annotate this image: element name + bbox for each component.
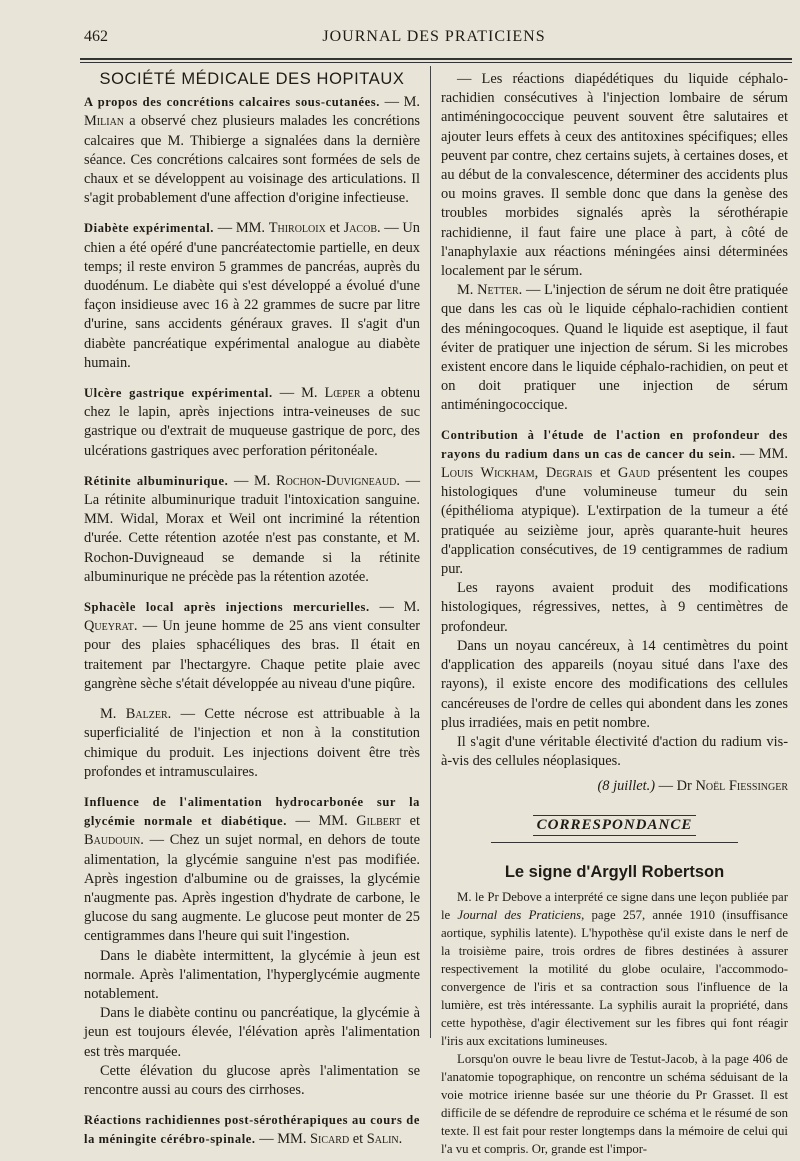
header-rule-thin [80,62,792,63]
entry-text: . — Cette nécrose est attribuable à la superficialité de l'injection et non à la constitution chimique du produit. Les injections doivent être très profondes et intramusculaires. [84,706,420,780]
entry-text: . — Chez un sujet normal, en dehors de toute alimentation, la glycémie sanguine n'est pas modifiée. Après ingestion d'albumine ou de graisses, la glycémie n'augmente pas. Après ingestion d'hydrate de carbone, le glucose du sang augmente. Le glucose peut monter de 25 centigrammes dans l'heure qui suit l'ingestion. [84,832,420,945]
entry-text: . — Un jeune homme de 25 ans vient consulter pour des plaies sphacéliques des bras. Il était en traitement par l'hectargyre. Chaque petite plaie avec gangrène sèche s'était développée au niveau d'une piqûre. [84,618,420,692]
sicard-continuation: — Les réactions diapédétiques du liquide céphalo-rachidien consécutives à l'injection lombaire de sérum antiméningococcique peuvent souvent être salutaires et ajouter leurs effets à ceux des antitoxines spécifiques; elles peuvent par contre, chez certains sujets, à certaines doses, et au début de la convalescence, déterminer des accidents plus ou moins graves. Il semble donc que dans la genèse des troubles morbides signalés après la sérothérapie rachidienne, il faut faire une place à part, à côté de l'anaphylaxie aux réactions méningées ainsi déterminées localement par le sérum. [441,71,788,280]
entry-lead: Diabète expérimental. [84,221,215,236]
article-title: Le signe d'Argyll Robertson [504,862,725,881]
entry-paragraph [84,793,420,947]
entry-paragraph: Dans le diabète intermittent, la glycémie à jeun est normale. Après l'alimentation, l'hyperglycémie augmente notablement. [84,947,420,1002]
society-entry [84,219,420,373]
society-entry [84,793,420,1100]
article-paragraph-1 [441,888,788,1050]
correspondance-title: CORRESPONDANCE [533,815,697,836]
entry-author: Salin [366,1131,399,1148]
radium-para: Les rayons avaient produit des modifications histologiques, régressives, nettes, à 9 centimètres de profondeur. [441,580,788,635]
journal-reference: Journal des Praticiens [457,907,582,922]
society-entry [84,1111,420,1149]
entry-lead: Ulcère gastrique expérimental. [84,386,273,401]
article-paragraph-2: Lorsqu'on ouvre le beau livre de Testut-Jacob, à la page 406 de l'anatomie topographique, on rencontre un schéma séduisant de la voie motrice irienne basée sur une théorie du Pr Grasset. Il est difficile de se défendre de reproduire ce schéma et le résumé de son texte. Il est fait pour rester longtemps dans la mémoire de celui qui l'a vu et compris. Or, grande est l'impor- [441,1051,788,1156]
radium-lead: Contribution à l'étude de l'action en profondeur des rayons du radium dans un cas de cancer du sein. [441,427,788,461]
society-entry [84,93,420,208]
radium-para: Dans un noyau cancéreux, à 14 centimètres du point d'application des appareils (noyau situé dans l'axe des rayons), il existe encore des modifications des cellules cancéreuses de l'ordre de celles qui abondent dans les zones plus irradiées, mais en petit nombre. [441,637,788,731]
column-divider [430,66,431,1038]
entry-text: . — Un chien a été opéré d'une pancréatectomie partielle, en deux temps; il reste environ 5 grammes de pancréas, auprès du duodénum. Le diabète qui s'est développé a évolué d'une façon insidieuse avec 16 à 22 grammes de sucre par litre d'urine, sans accidents généraux graves. Il s'agit d'un diabète pancréatique expérimental analogue au diabète humain. [84,220,420,371]
entry-mid: et [401,813,421,830]
entry-author: Rochon-Duvigneaud [276,472,397,489]
entry-paragraph [84,1111,420,1149]
entry-paragraph [84,219,420,373]
radium-authors: Louis Wickham, Degrais [441,465,593,482]
right-column [441,70,788,1158]
radium-dash: — MM. [735,445,788,462]
journal-title: JOURNAL DES PRATICIENS [322,28,546,45]
correspondance-rule [491,842,738,843]
entry-author: Lœper [324,385,361,402]
signature-date: (8 juillet.) [597,778,656,795]
article-text: , page 257, année 1910 (insuffisance aortique, syphilis latente). L'hypothèse qu'il existe dans le nerf de la troisième paire, trois ordres de fibres destinées à assurer respectivement la motilité du globe oculaire, l'accommodo-convergence de l'iris et sa contraction sous l'influence de la lumière, est très intéressante. La syphilis aurait la propriété, dans cette hypothèse, d'agir électivement sur les fibres qui font réagir l'iris aux excitations lumineuses. [441,907,788,1048]
radium-first-paragraph [441,426,788,580]
section-title: SOCIÉTÉ MÉDICALE DES HOPITAUX [99,70,405,88]
correspondance-heading [441,815,788,836]
entry-author: Jacob [343,220,377,237]
entry-dash: — MM. [255,1131,311,1148]
entry-dash: — M. [379,94,420,111]
entry-author: Milian [84,113,125,130]
society-entry [84,384,420,461]
signature-name: Noël Fiessinger [695,778,788,795]
entry-paragraph [84,705,420,782]
entry-paragraph [84,384,420,461]
entry-author: Balzer [125,706,168,723]
entry-paragraph [84,598,420,694]
entry-lead: A propos des concrétions calcaires sous-cutanées. [84,95,380,110]
header-rule [80,58,792,60]
entry-author: Queyrat [84,618,134,635]
entry-lead: Influence de l'alimentation hydrocarbonée sur la glycémie normale et diabétique. [84,794,420,829]
article-text: M. le Pr Debove a interprété ce signe dans une leçon publiée par le [441,889,788,922]
page-number: 462 [84,28,108,45]
society-entry [84,598,420,694]
signature [441,777,788,796]
signature-sep: — Dr [655,778,696,795]
entry-paragraph [84,93,420,208]
entry-author: Baudouin [84,832,141,849]
radium-author3: Gaud [617,465,651,482]
entry-dash: M. [100,706,126,723]
society-entries [84,93,420,1149]
radium-entry [441,426,788,772]
entry-dash: — MM. [214,220,269,237]
radium-mid: et [592,465,618,482]
entry-text: . — La rétinite albuminurique traduit l'intoxication sanguine. MM. Widal, Morax et Weil ont incriminé la rétention d'urée. Cette rétention azotée n'est pas constante, et M. Rochon-Duvigneaud se demande si la rétinite albuminurique ne précède pas la rétention azotée. [84,472,420,585]
entry-mid: et [349,1131,367,1148]
entry-text: . [398,1131,403,1148]
entry-lead: Sphacèle local après injections mercurielles. [84,600,370,615]
entry-paragraph: Dans le diabète continu ou pancréatique, la glycémie à jeun est toujours élevée, l'élévation après l'alimentation est très marquée. [84,1005,420,1060]
page-header [84,28,784,52]
entry-lead: Rétinite albuminurique. [84,473,229,488]
society-entry [84,472,420,587]
radium-para: Il s'agit d'une véritable électivité d'action du radium vis-à-vis des cellules néoplasiques. [441,733,788,770]
entry-paragraph: Cette élévation du glucose après l'alimentation se rencontre aussi au cours des cirrhoses. [84,1062,420,1098]
entry-text: a obtenu chez le lapin, après injections intra-veineuses de suc gastrique ou d'extrait de muqueuse gastrique de porc, des ulcérations gastriques avec perforation péritonéale. [84,385,421,459]
left-column [84,70,420,1161]
entry-author: Sicard [310,1131,350,1148]
entry-dash: — MM. [286,813,357,830]
entry-mid: et [325,220,344,237]
entry-dash: — M. [228,472,277,489]
entry-lead: Réactions rachidiennes post-sérothérapiques au cours de la méningite cérébro-spinale. [84,1113,420,1147]
entry-author: Thiroloix [268,220,326,237]
entry-text: a observé chez plusieurs malades les concrétions calcaires que M. Thibierge a signalées dans la dernière séance. Ces concrétions calcaires sont formées de sels de chaux et se développent au voisinage des articulations. Il s'agit probablement d'une affection d'origine infectieuse. [84,113,420,207]
netter-paragraph [441,281,788,415]
entry-dash: — M. [369,599,421,616]
netter-name: Netter [477,282,519,299]
radium-para-0: présentent les coupes histologiques d'une volumineuse tumeur du sein (épithélioma atypique). L'extirpation de la tumeur a été pratiquée au seizième jour, après quarante-huit heures d'application consécutives, de 19 centigrammes de radium pur. [441,465,788,578]
netter-prefix: M. [457,282,478,299]
entry-author: Gilbert [356,813,402,830]
society-entry [84,705,420,782]
netter-text: . — L'injection de sérum ne doit être pratiquée que dans les cas où le liquide céphalo-rachidien contient des méningocoques. Quand le liquide est aseptique, il faut éviter de pratiquer une injection de sérum. Si les microbes existent encore dans le liquide céphalo-rachidien, on peut et on doit pratiquer une injection de sérum antiméningococcique. [441,282,788,414]
entry-paragraph [84,472,420,587]
entry-dash: — M. [272,385,325,402]
